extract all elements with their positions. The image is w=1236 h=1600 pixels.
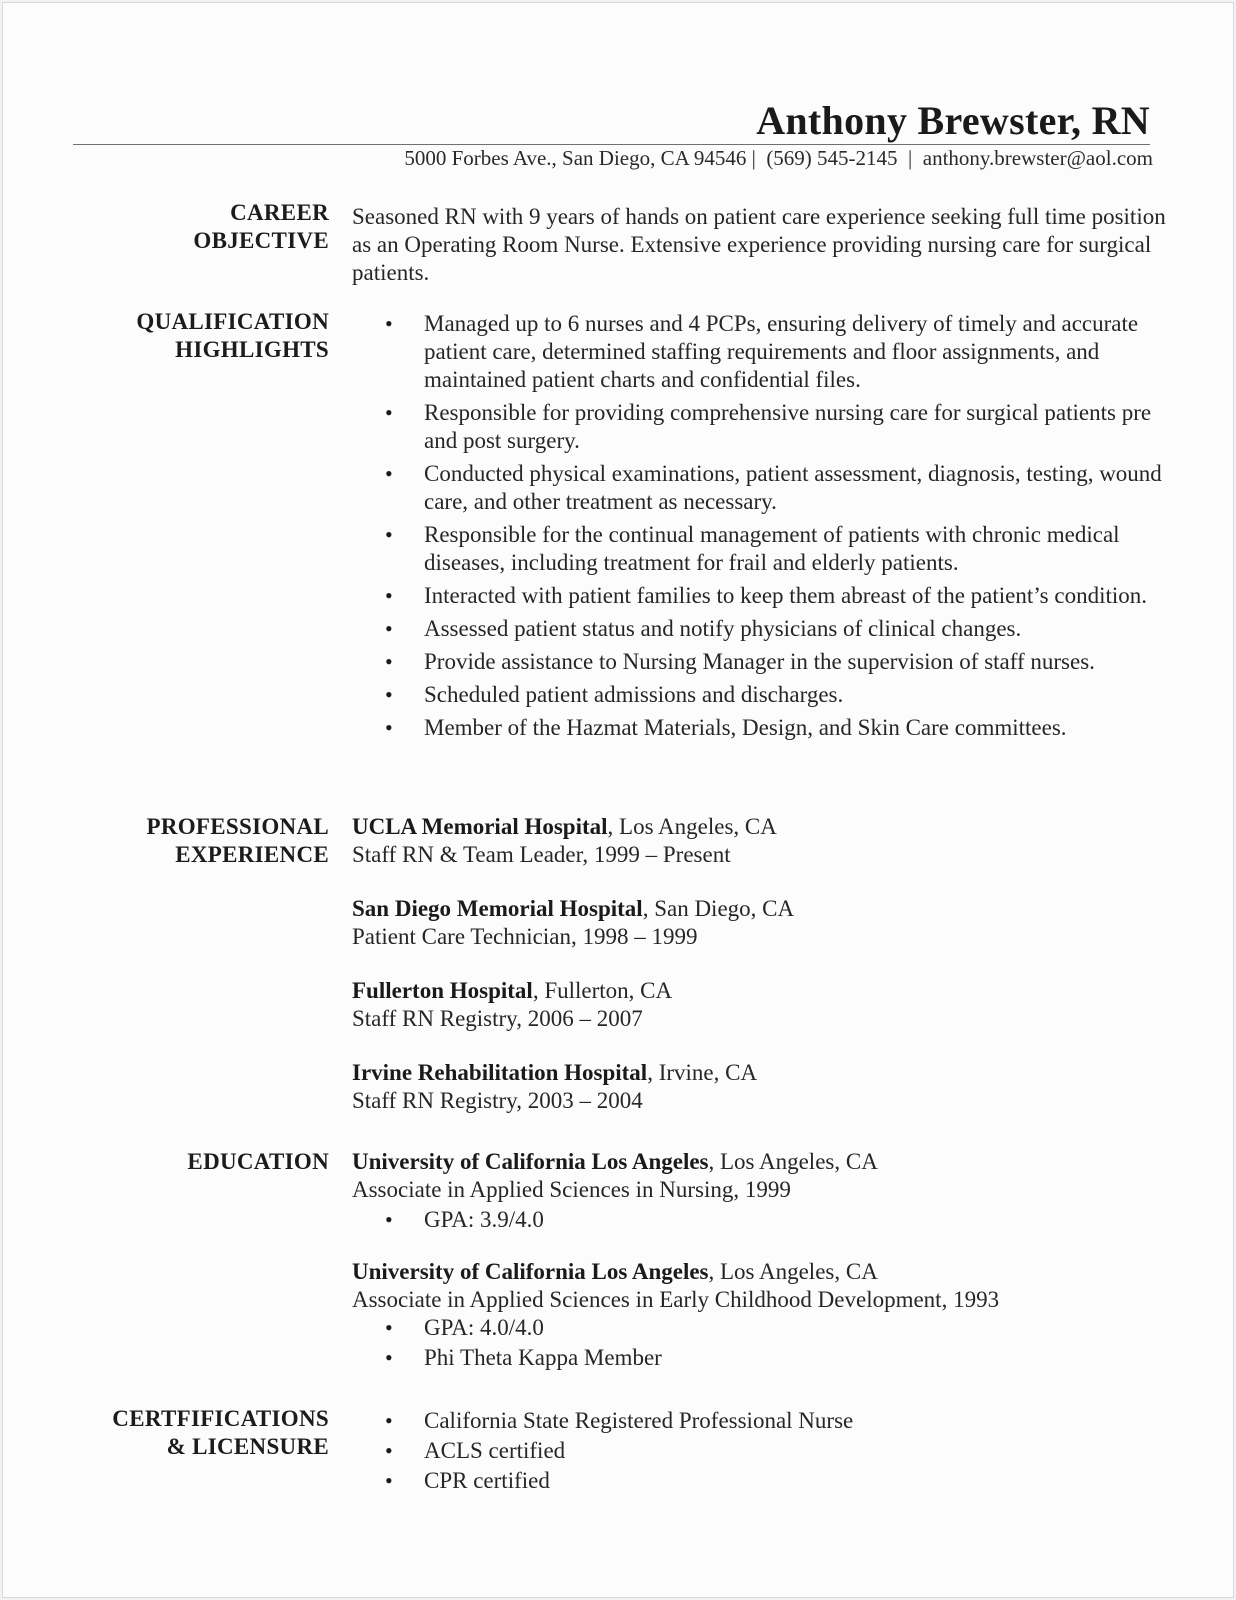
job-role: Staff RN Registry, 2003 – 2004: [352, 1088, 643, 1113]
list-item: • Responsible for providing comprehensive nursing care for surgical patients pre and post surgery.: [352, 399, 1172, 455]
employer-location: , Fullerton, CA: [532, 978, 673, 1003]
label-line: QUALIFICATION: [136, 309, 329, 334]
list-item: • Assessed patient status and notify physicians of clinical changes.: [352, 615, 1172, 643]
resume-page: [2, 2, 1234, 1598]
job-entry: [352, 813, 1172, 869]
job-role: Patient Care Technician, 1998 – 1999: [352, 924, 698, 949]
employer-name: UCLA Memorial Hospital: [352, 814, 608, 839]
list-item: • GPA: 3.9/4.0: [352, 1206, 1172, 1234]
employer-location: , Los Angeles, CA: [607, 814, 777, 839]
label-line: OBJECTIVE: [193, 228, 329, 253]
label-line: EDUCATION: [187, 1149, 329, 1174]
label-line: & LICENSURE: [166, 1434, 329, 1459]
label-line: EXPERIENCE: [175, 842, 329, 867]
label-line: CAREER: [230, 200, 329, 225]
label-line: PROFESSIONAL: [146, 814, 329, 839]
job-entry: [352, 977, 1172, 1033]
degree: Associate in Applied Sciences in Nursing, 1999: [352, 1177, 791, 1202]
education-content: [352, 1148, 1172, 1398]
school-location: , Los Angeles, CA: [708, 1149, 878, 1174]
certifications-label: [63, 1405, 329, 1461]
professional-experience-content: [352, 813, 1172, 1141]
list-item: • Interacted with patient families to keep them abreast of the patient’s condition.: [352, 582, 1172, 610]
list-item: • CPR certified: [352, 1467, 1172, 1495]
employer-name: San Diego Memorial Hospital: [352, 896, 643, 921]
label-line: HIGHLIGHTS: [175, 337, 329, 362]
school-bullets: [352, 1206, 1172, 1234]
qualification-highlights-content: [352, 310, 1172, 747]
professional-experience-label: [63, 813, 329, 869]
employer-name: Fullerton Hospital: [352, 978, 533, 1003]
school-entry: [352, 1148, 1172, 1234]
education-label: [63, 1148, 329, 1176]
label-line: CERTFIFICATIONS: [112, 1406, 329, 1431]
job-role: Staff RN & Team Leader, 1999 – Present: [352, 842, 731, 867]
job-role: Staff RN Registry, 2006 – 2007: [352, 1006, 643, 1031]
school-name: University of California Los Angeles: [352, 1149, 709, 1174]
list-item: • Phi Theta Kappa Member: [352, 1344, 1172, 1372]
list-item: • Scheduled patient admissions and discharges.: [352, 681, 1172, 709]
job-entry: [352, 895, 1172, 951]
list-item: • ACLS certified: [352, 1437, 1172, 1465]
candidate-name: Anthony Brewster, RN: [756, 98, 1150, 143]
qualification-list: [352, 310, 1172, 742]
contact-line: 5000 Forbes Ave., San Diego, CA 94546 | (569) 545-2145 | anthony.brewster@aol.com: [404, 146, 1153, 170]
list-item: • Member of the Hazmat Materials, Design, and Skin Care committees.: [352, 714, 1172, 742]
employer-location: , Irvine, CA: [647, 1060, 758, 1085]
certifications-content: [352, 1407, 1172, 1497]
header-divider: [73, 144, 1150, 145]
school-location: , Los Angeles, CA: [708, 1259, 878, 1284]
qualification-highlights-label: [63, 308, 329, 364]
school-bullets: [352, 1314, 1172, 1372]
employer-name: Irvine Rehabilitation Hospital: [352, 1060, 648, 1085]
job-entry: [352, 1059, 1172, 1115]
list-item: • Responsible for the continual management of patients with chronic medical diseases, including treatment for frail and elderly patients.: [352, 521, 1172, 577]
list-item: • California State Registered Professional Nurse: [352, 1407, 1172, 1435]
list-item: • Provide assistance to Nursing Manager in the supervision of staff nurses.: [352, 648, 1172, 676]
list-item: • Managed up to 6 nurses and 4 PCPs, ensuring delivery of timely and accurate patient care, determined staffing requirements and floor assignments, and maintained patient charts and confidential files.: [352, 310, 1172, 394]
employer-location: , San Diego, CA: [642, 896, 795, 921]
list-item: • Conducted physical examinations, patient assessment, diagnosis, testing, wound care, and other treatment as necessary.: [352, 460, 1172, 516]
career-objective-text: Seasoned RN with 9 years of hands on patient care experience seeking full time position as an Operating Room Nurse. Extensive experience providing nursing care for surgical patients.: [352, 204, 1166, 285]
certifications-list: [352, 1407, 1172, 1495]
school-name: University of California Los Angeles: [352, 1259, 709, 1284]
degree: Associate in Applied Sciences in Early Childhood Development, 1993: [352, 1287, 1000, 1312]
career-objective-label: [63, 199, 329, 255]
school-entry: [352, 1258, 1172, 1372]
list-item: • GPA: 4.0/4.0: [352, 1314, 1172, 1342]
